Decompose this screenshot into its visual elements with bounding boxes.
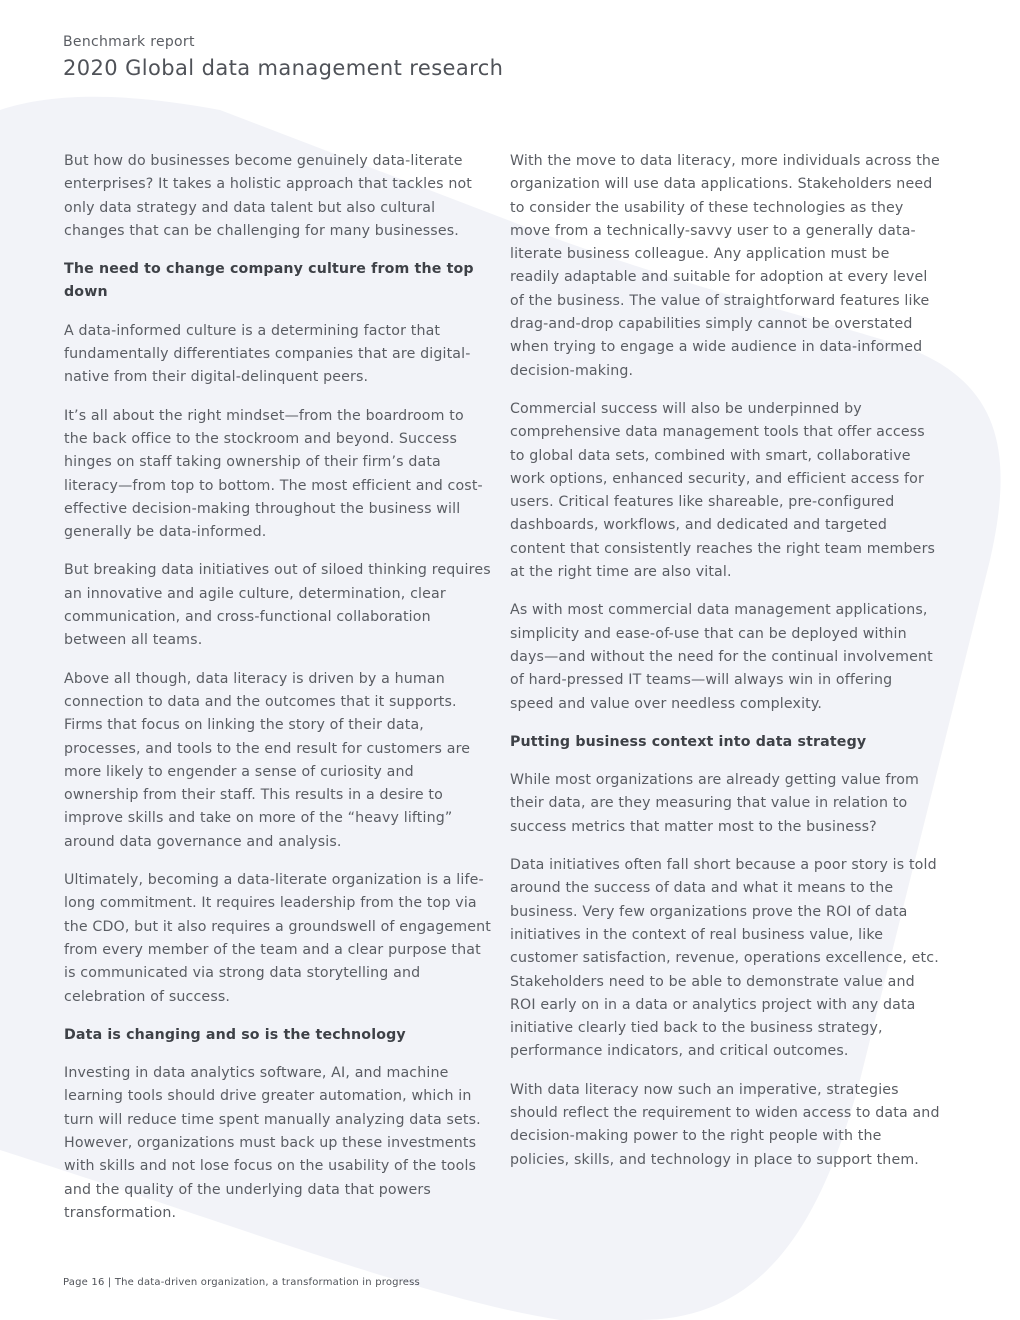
left-column xyxy=(64,150,492,1240)
paragraph: Above all though, data literacy is driven by a human connection to data and the outcomes that it supports. Firms that focus on linking the story of their data, processes, and tools to the end result for customers are more likely to engender a sense of curiosity and ownership from their staff. This results in a desire to improve skills and take on more of the “heavy lifting” around data governance and analysis. xyxy=(64,670,471,850)
section-heading-culture: The need to change company culture from the top down xyxy=(64,261,474,301)
paragraph: Ultimately, becoming a data-literate organization is a life-long commitment. It requires leadership from the top via the CDO, but it also requires a groundswell of engagement from every member of the team and a clear purpose that is communicated via strong data storytelling and celebration of success. xyxy=(64,872,491,1005)
paragraph: With data literacy now such an imperative, strategies should reflect the requirement to widen access to data and decision-making power to the right people with the policies, skills, and technology in place to support them. xyxy=(510,1081,940,1168)
paragraph: With the move to data literacy, more individuals across the organization will use data applications. Stakeholders need to consider the usability of these technologies as they move from a technically-savvy user to a generally data-literate business colleague. Any application must be readily adaptable and suitable for adoption at every level of the business. The value of straightforward features like drag-and-drop capabilities simply cannot be overstated when trying to engage a wide audience in data-informed decision-making. xyxy=(510,153,940,379)
report-title: 2020 Global data management research xyxy=(63,56,504,80)
section-heading-technology: Data is changing and so is the technology xyxy=(64,1026,406,1043)
page-footer: Page 16 | The data-driven organization, a transformation in progress xyxy=(63,1277,420,1288)
paragraph: As with most commercial data management applications, simplicity and ease-of-use that can be deployed within days—and without the need for the continual involvement of hard-pressed IT teams—will always win in offering speed and value over needless complexity. xyxy=(510,602,933,712)
paragraph: Investing in data analytics software, AI, and machine learning tools should drive greater automation, which in turn will reduce time spent manually analyzing data sets. However, organizations must back up these investments with skills and not lose focus on the usability of the tools and the quality of the underlying data that powers transformation. xyxy=(64,1065,481,1221)
paragraph: It’s all about the right mindset—from the boardroom to the back office to the stockroom and beyond. Success hinges on staff taking ownership of their firm’s data literacy—from top to bottom. The most efficient and cost-effective decision-making throughout the business will generally be data-informed. xyxy=(64,407,483,541)
paragraph: Data initiatives often fall short because a poor story is told around the success of data and what it means to the business. Very few organizations prove the ROI of data initiatives in the context of real business value, like customer satisfaction, revenue, operations excellence, etc. Stakeholders need to be able to demonstrate value and ROI early on in a data or analytics project with any data initiative clearly tied back to the business strategy, performance indicators, and critical outcomes. xyxy=(510,857,939,1060)
paragraph: A data-informed culture is a determining factor that fundamentally differentiates companies that are digital-native from their digital-delinquent peers. xyxy=(64,322,471,386)
paragraph: But breaking data initiatives out of siloed thinking requires an innovative and agile culture, determination, clear communication, and cross-functional collaboration between all teams. xyxy=(64,562,491,649)
section-heading-business-context: Putting business context into data strategy xyxy=(510,733,867,750)
paragraph: Commercial success will also be underpinned by comprehensive data management tools that offer access to global data sets, combined with smart, collaborative work options, enhanced security, and efficient access for users. Critical features like shareable, pre-configured dashboards, workflows, and dedicated and targeted content that consistently reaches the right team members at the right time are also vital. xyxy=(510,400,936,581)
page-header xyxy=(63,34,503,80)
report-kicker: Benchmark report xyxy=(63,34,195,50)
paragraph: But how do businesses become genuinely data-literate enterprises? It takes a holistic approach that tackles not only data strategy and data talent but also cultural changes that can be challenging for many businesses. xyxy=(64,153,472,239)
paragraph: While most organizations are already getting value from their data, are they measuring that value in relation to success metrics that matter most to the business? xyxy=(510,772,920,835)
right-column xyxy=(510,150,940,1187)
